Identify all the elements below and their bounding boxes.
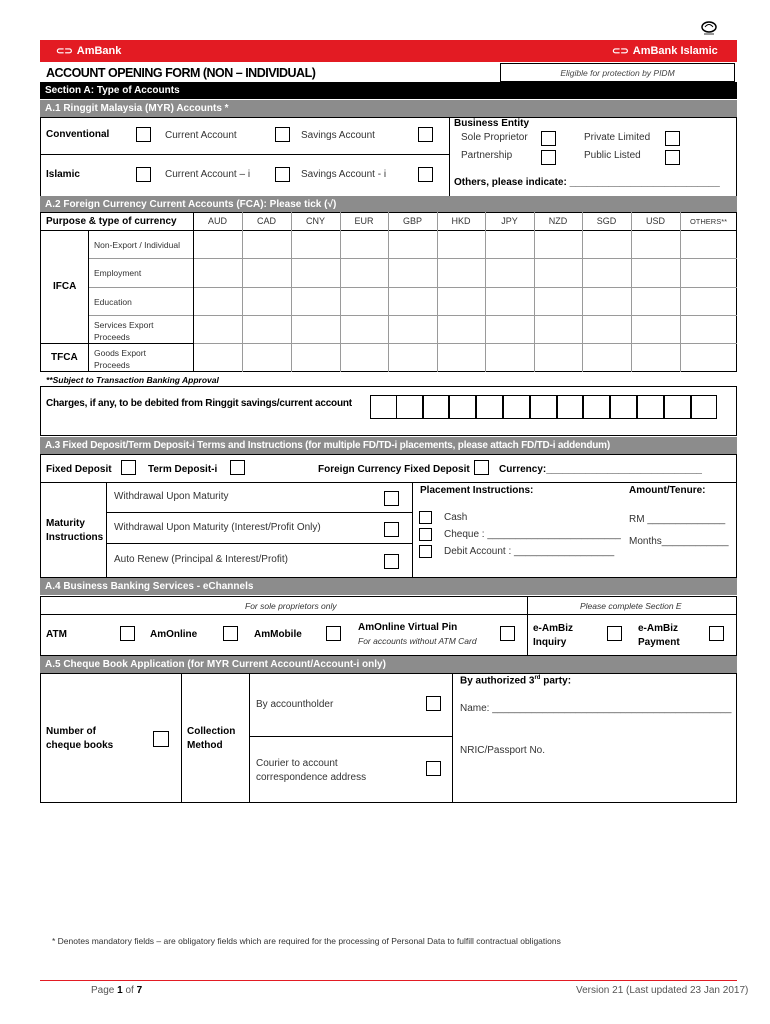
currency-field[interactable]: Currency:____________________________: [499, 464, 702, 475]
charges-label: Charges, if any, to be debited from Ringgit savings/current account: [46, 398, 352, 409]
fca-tick-cell[interactable]: [681, 288, 736, 314]
amonline-label: AmOnline: [150, 629, 198, 640]
version-label: Version 21 (Last updated 23 Jan 2017): [576, 985, 749, 996]
fca-tick-cell[interactable]: [535, 259, 581, 286]
pidm-note: Eligible for protection by PIDM: [500, 63, 735, 82]
fca-tick-cell[interactable]: [535, 344, 581, 371]
page-indicator: Page 1 of 7: [91, 985, 143, 996]
fca-tick-cell[interactable]: [292, 316, 339, 342]
fca-tick-cell[interactable]: [341, 316, 387, 342]
fca-tick-cell[interactable]: [292, 259, 339, 286]
row-label-education: Education: [94, 297, 132, 307]
account-digit-box[interactable]: [530, 395, 557, 419]
fca-tick-cell[interactable]: [486, 344, 533, 371]
fca-tick-cell[interactable]: [681, 231, 736, 257]
partnership-label: Partnership: [461, 150, 513, 161]
fca-tick-cell[interactable]: [583, 344, 630, 371]
ammobile-checkbox[interactable]: [326, 626, 341, 641]
fca-tick-cell[interactable]: [389, 344, 436, 371]
savings-account-label: Savings Account: [301, 130, 375, 141]
sole-proprietors-note: For sole proprietors only: [245, 601, 337, 611]
fca-tick-cell[interactable]: [486, 259, 533, 286]
fca-tick-cell[interactable]: [632, 288, 679, 314]
account-digit-box[interactable]: [449, 395, 476, 419]
withdrawal-checkbox[interactable]: [384, 491, 399, 506]
currency-header-others: OTHERS**: [689, 216, 728, 226]
a5-box: [40, 673, 737, 803]
fca-tick-cell[interactable]: [194, 316, 241, 342]
fca-tick-cell[interactable]: [194, 231, 241, 257]
fca-tick-cell[interactable]: [583, 316, 630, 342]
fca-tick-cell[interactable]: [583, 288, 630, 314]
currency-header-cny: CNY: [305, 216, 325, 226]
fca-tick-cell[interactable]: [389, 231, 436, 257]
fca-tick-cell[interactable]: [243, 259, 290, 286]
ambiz-inquiry-checkbox[interactable]: [607, 626, 622, 641]
row-label-services-export: Services Export Proceeds: [94, 320, 154, 342]
withdrawal-interest-label: Withdrawal Upon Maturity (Interest/Profit Only): [114, 522, 321, 533]
ambiz-payment-checkbox[interactable]: [709, 626, 724, 641]
fca-tick-cell[interactable]: [341, 344, 387, 371]
fca-tick-cell[interactable]: [194, 344, 241, 371]
account-digit-box[interactable]: [396, 395, 423, 419]
amount-tenure-label: Amount/Tenure:: [629, 485, 706, 496]
fca-tick-cell[interactable]: [535, 231, 581, 257]
maturity-instructions-label: Maturity Instructions: [46, 518, 104, 543]
currency-header-nzd: NZD: [548, 216, 568, 226]
rm-field[interactable]: RM ______________: [629, 514, 726, 525]
account-digit-box[interactable]: [583, 395, 610, 419]
account-digit-box[interactable]: [637, 395, 664, 419]
mandatory-note: * Denotes mandatory fields – are obligatory fields which are required for the processing of Personal Data to fulfill contractual obligations: [52, 936, 561, 946]
fca-tick-cell[interactable]: [438, 231, 484, 257]
account-digit-box[interactable]: [691, 395, 718, 419]
ambank-islamic-logo: ⊂⊃ AmBank Islamic: [612, 45, 718, 57]
by-accountholder-label: By accountholder: [256, 699, 334, 710]
cheque-checkbox[interactable]: [419, 528, 432, 541]
fca-tick-cell[interactable]: [486, 288, 533, 314]
complete-section-e-note: Please complete Section E: [580, 601, 682, 611]
partnership-checkbox[interactable]: [541, 150, 556, 165]
cash-label: Cash: [444, 512, 468, 523]
number-cheque-books-checkbox[interactable]: [153, 731, 169, 747]
public-listed-label: Public Listed: [584, 150, 641, 161]
atm-label: ATM: [46, 629, 67, 640]
fca-tick-cell[interactable]: [486, 231, 533, 257]
conventional-checkbox[interactable]: [136, 127, 151, 142]
number-cheque-books-label: Number of cheque books: [46, 726, 114, 751]
fca-tick-cell[interactable]: [632, 344, 679, 371]
fca-tick-cell[interactable]: [341, 231, 387, 257]
fca-tick-cell[interactable]: [535, 316, 581, 342]
fca-tick-cell[interactable]: [535, 288, 581, 314]
private-limited-label: Private Limited: [584, 132, 651, 143]
fc-fixed-deposit-label: Foreign Currency Fixed Deposit: [318, 464, 470, 475]
third-party-label: By authorized 3rd party:: [460, 675, 572, 687]
fca-tick-cell[interactable]: [389, 259, 436, 286]
fixed-deposit-label: Fixed Deposit: [46, 464, 112, 475]
account-digit-box[interactable]: [476, 395, 503, 419]
third-party-name-field[interactable]: Name: ___________________________________________: [460, 703, 732, 714]
current-account-label: Current Account: [165, 130, 237, 141]
term-deposit-checkbox[interactable]: [230, 460, 245, 475]
fca-tick-cell[interactable]: [389, 316, 436, 342]
cash-checkbox[interactable]: [419, 511, 432, 524]
conventional-label: Conventional: [46, 129, 110, 140]
islamic-checkbox[interactable]: [136, 167, 151, 182]
nric-passport-label: NRIC/Passport No.: [460, 745, 546, 756]
by-accountholder-checkbox[interactable]: [426, 696, 441, 711]
fca-tick-cell[interactable]: [632, 259, 679, 286]
ambank-logo-icon: ⊂⊃: [56, 45, 73, 57]
account-digit-box[interactable]: [664, 395, 691, 419]
section-a1-title: A.1 Ringgit Malaysia (MYR) Accounts *: [40, 100, 737, 117]
fca-tick-cell[interactable]: [292, 344, 339, 371]
ambiz-inquiry-label: e-AmBiz Inquiry: [533, 623, 574, 648]
auto-renew-label: Auto Renew (Principal & Interest/Profit): [114, 554, 288, 565]
currency-header-hkd: HKD: [451, 216, 471, 226]
debit-account-field[interactable]: Debit Account : __________________: [444, 546, 615, 557]
fca-tick-cell[interactable]: [243, 344, 290, 371]
current-account-i-label: Current Account – i: [165, 169, 251, 180]
sole-proprietor-checkbox[interactable]: [541, 131, 556, 146]
account-digit-box[interactable]: [423, 395, 450, 419]
fca-tick-cell[interactable]: [486, 316, 533, 342]
currency-header-jpy: JPY: [501, 216, 518, 226]
fca-tick-cell[interactable]: [243, 316, 290, 342]
account-digit-box[interactable]: [370, 395, 397, 419]
account-digit-box[interactable]: [610, 395, 637, 419]
savings-account-checkbox[interactable]: [418, 127, 433, 142]
ifca-label: IFCA: [53, 281, 77, 292]
row-label-non-export: Non-Export / Individual: [94, 240, 180, 250]
ambiz-payment-label: e-AmBiz Payment: [638, 623, 680, 648]
currency-header-eur: EUR: [354, 216, 374, 226]
fca-tick-cell[interactable]: [243, 231, 290, 257]
fca-tick-cell[interactable]: [438, 288, 484, 314]
placement-instructions-label: Placement Instructions:: [420, 485, 534, 496]
current-account-i-checkbox[interactable]: [275, 167, 290, 182]
business-entity-label: Business Entity: [454, 118, 530, 129]
sole-proprietor-label: Sole Proprietor: [461, 132, 528, 143]
public-listed-checkbox[interactable]: [665, 150, 680, 165]
currency-header-gbp: GBP: [402, 216, 422, 226]
section-a2-title: A.2 Foreign Currency Current Accounts (FCA): Please tick (√): [40, 196, 737, 213]
debit-account-checkbox[interactable]: [419, 545, 432, 558]
fca-tick-cell[interactable]: [341, 259, 387, 286]
fca-tick-cell[interactable]: [681, 259, 736, 286]
fca-tick-cell[interactable]: [632, 316, 679, 342]
cheque-field[interactable]: Cheque : ________________________: [444, 529, 621, 540]
atm-checkbox[interactable]: [120, 626, 135, 641]
fca-tick-cell[interactable]: [292, 231, 339, 257]
virtual-pin-note: For accounts without ATM Card: [358, 636, 477, 646]
amonline-checkbox[interactable]: [223, 626, 238, 641]
fca-tick-cell[interactable]: [438, 344, 484, 371]
collection-method-label: Collection Method: [187, 726, 236, 751]
fca-tick-cell[interactable]: [438, 316, 484, 342]
courier-label: Courier to account correspondence address: [256, 758, 367, 783]
islamic-label: Islamic: [46, 169, 80, 180]
savings-account-i-checkbox[interactable]: [418, 167, 433, 182]
fca-tick-cell[interactable]: [438, 259, 484, 286]
form-title: ACCOUNT OPENING FORM (NON – INDIVIDUAL): [46, 66, 316, 80]
section-a-title: Section A: Type of Accounts: [40, 82, 737, 99]
document-corner-logo-icon: [700, 20, 718, 36]
fca-tick-cell[interactable]: [292, 288, 339, 314]
months-field[interactable]: Months____________: [629, 536, 729, 547]
private-limited-checkbox[interactable]: [665, 131, 680, 146]
auto-renew-checkbox[interactable]: [384, 554, 399, 569]
approval-note: **Subject to Transaction Banking Approval: [46, 375, 219, 385]
fca-tick-cell[interactable]: [194, 288, 241, 314]
fca-tick-cell[interactable]: [341, 288, 387, 314]
ambank-logo: ⊂⊃ AmBank: [56, 45, 122, 57]
purpose-currency-label: Purpose & type of currency: [46, 216, 177, 227]
currency-header-usd: USD: [645, 216, 665, 226]
fca-tick-cell[interactable]: [583, 231, 630, 257]
account-digit-box[interactable]: [557, 395, 584, 419]
fca-tick-cell[interactable]: [681, 316, 736, 342]
current-account-checkbox[interactable]: [275, 127, 290, 142]
section-a5-title: A.5 Cheque Book Application (for MYR Current Account/Account-i only): [40, 656, 737, 673]
fc-fixed-deposit-checkbox[interactable]: [474, 460, 489, 475]
fca-tick-cell[interactable]: [194, 259, 241, 286]
term-deposit-label: Term Deposit-i: [148, 464, 218, 475]
tfca-label: TFCA: [51, 352, 78, 363]
fca-tick-cell[interactable]: [243, 288, 290, 314]
account-digit-box[interactable]: [503, 395, 530, 419]
fca-tick-cell[interactable]: [681, 344, 736, 371]
fca-tick-cell[interactable]: [583, 259, 630, 286]
currency-header-cad: CAD: [256, 216, 276, 226]
row-label-employment: Employment: [94, 268, 142, 278]
row-label-goods-export: Goods Export Proceeds: [94, 348, 146, 370]
virtual-pin-label: AmOnline Virtual Pin: [358, 622, 458, 633]
ambank-islamic-logo-icon: ⊂⊃: [612, 45, 629, 57]
fca-tick-cell[interactable]: [389, 288, 436, 314]
fca-tick-cell[interactable]: [632, 231, 679, 257]
currency-header-sgd: SGD: [596, 216, 617, 226]
others-indicate-field[interactable]: Others, please indicate: ___________________________: [454, 177, 720, 188]
footer-rule: [40, 980, 737, 981]
courier-checkbox[interactable]: [426, 761, 441, 776]
ammobile-label: AmMobile: [254, 629, 302, 640]
section-a4-title: A.4 Business Banking Services - eChannels: [40, 578, 737, 595]
withdrawal-interest-checkbox[interactable]: [384, 522, 399, 537]
fixed-deposit-checkbox[interactable]: [121, 460, 136, 475]
withdrawal-label: Withdrawal Upon Maturity: [114, 491, 229, 502]
section-a3-title: A.3 Fixed Deposit/Term Deposit-i Terms and Instructions (for multiple FD/TD-i placements, please attach FD/TD-i addendum): [40, 437, 737, 454]
savings-account-i-label: Savings Account - i: [301, 169, 387, 180]
virtual-pin-checkbox[interactable]: [500, 626, 515, 641]
currency-header-aud: AUD: [207, 216, 227, 226]
